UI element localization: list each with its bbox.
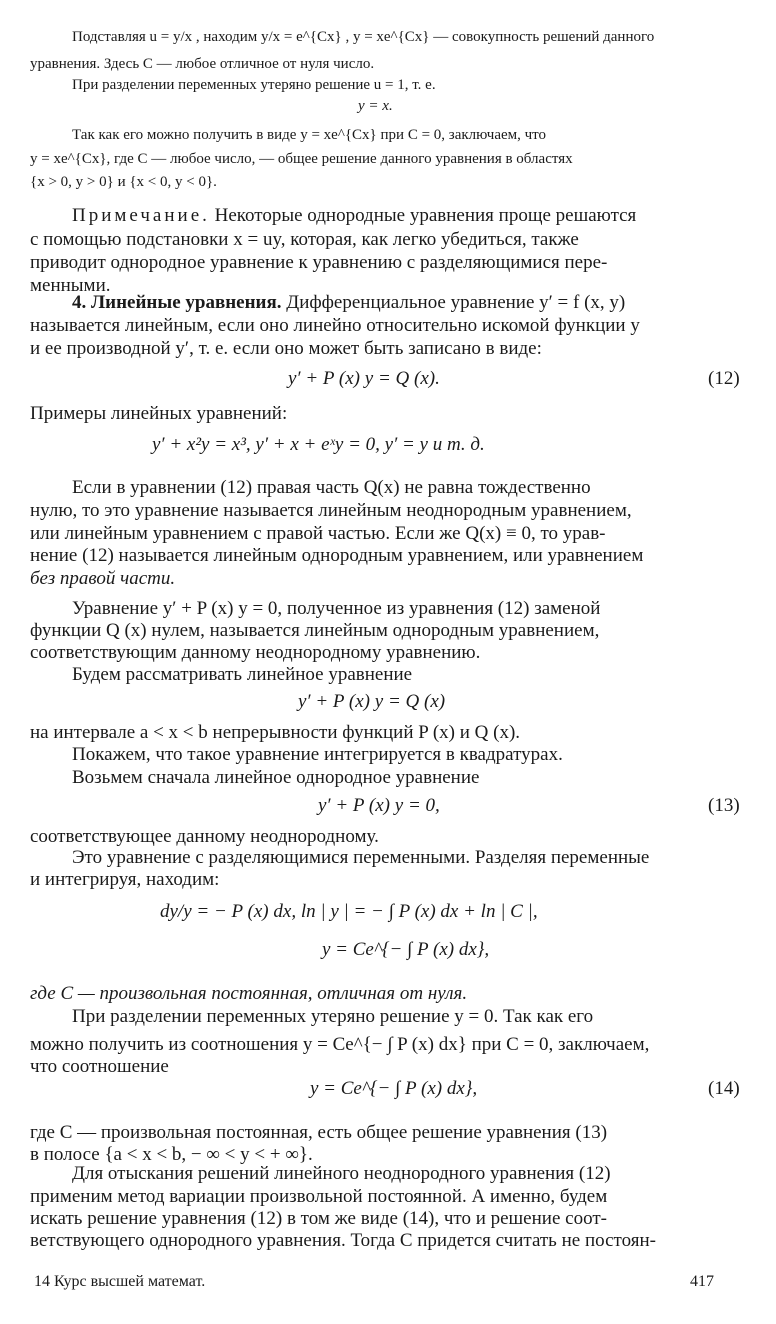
text-line: Если в уравнении (12) правая часть Q(x) не равна тождественно [72, 477, 591, 498]
text-line: без правой части. [30, 568, 176, 589]
text-line: с помощью подстановки x = uy, которая, как легко убедиться, также [30, 229, 579, 250]
text-line: что соотношение [30, 1056, 169, 1077]
text-line: {x > 0, y > 0} и {x < 0, y < 0}. [30, 174, 217, 190]
text-line: Так как его можно получить в виде y = xe^{Cx} при C = 0, заключаем, что [72, 127, 547, 143]
equation-13: y′ + P (x) y = 0, [318, 795, 440, 816]
text-line: приводит однородное уравнение к уравнению с разделяющимися пере- [30, 252, 608, 273]
text-line: ветствующего однородного уравнения. Тогда C придется считать не постоян- [30, 1230, 656, 1251]
text-line: Возьмем сначала линейное однородное уравнение [72, 767, 480, 788]
text-line: где C — произвольная постоянная, отличная от нуля. [30, 983, 468, 1004]
text-line: При разделении переменных утеряно решение u = 1, т. е. [72, 77, 436, 93]
text-line: Покажем, что такое уравнение интегрируется в квадратурах. [72, 744, 563, 765]
section-text: Дифференциальное уравнение y′ = f (x, y) [286, 292, 626, 313]
text-line: соответствующим данному неоднородному уравнению. [30, 642, 481, 663]
text-line: или линейным уравнением с правой частью. Если же Q(x) ≡ 0, то урав- [30, 523, 606, 544]
note-line [72, 206, 636, 225]
text-line: Это уравнение с разделяющимися переменными. Разделяя переменные [72, 847, 650, 868]
text-line: на интервале a < x < b непрерывности функций P (x) и Q (x). [30, 722, 521, 743]
text-line: и интегрируя, находим: [30, 869, 220, 890]
text-line: где C — произвольная постоянная, есть общее решение уравнения (13) [30, 1122, 608, 1143]
equation-examples: y′ + x²y = x³, y′ + x + eˣy = 0, y′ = y и т. д. [152, 434, 485, 455]
text-line: и ее производной y′, т. е. если оно может быть записано в виде: [30, 338, 542, 359]
text-line: искать решение уравнения (12) в том же виде (14), что и решение соот- [30, 1208, 607, 1229]
equation-14: y = Ce^{− ∫ P (x) dx}, [310, 1078, 478, 1099]
text-line: менными. [30, 275, 111, 296]
equation: dy/y = − P (x) dx, ln | y | = − ∫ P (x) dx + ln | C |, [160, 901, 538, 922]
note-text: Некоторые однородные уравнения проще решаются [214, 205, 637, 226]
text-line: уравнения. Здесь C — любое отличное от нуля число. [30, 56, 375, 72]
equation: y′ + P (x) y = Q (x) [298, 691, 446, 712]
note-label: Примечание. [72, 205, 210, 226]
text-line: соответствующее данному неоднородному. [30, 826, 379, 847]
equation-number: (14) [708, 1078, 740, 1099]
text-line: Уравнение y′ + P (x) y = 0, полученное из уравнения (12) заменой [72, 598, 601, 619]
page-number: 417 [690, 1273, 714, 1290]
text-line: Будем рассматривать линейное уравнение [72, 664, 413, 685]
text-line: Подставляя u = y/x , находим y/x = e^{Cx} , y = xe^{Cx} — совокупность решений данного [72, 29, 655, 45]
section-heading: 4. Линейные уравнения. [72, 292, 282, 313]
text-line: нение (12) называется линейным однородным уравнением, или уравнением [30, 545, 644, 566]
text-line: в полосе {a < x < b, − ∞ < y < + ∞}. [30, 1144, 313, 1165]
text-line: называется линейным, если оно линейно относительно искомой функции y [30, 315, 640, 336]
section-line [72, 293, 625, 312]
text-line: можно получить из соотношения y = Ce^{− ∫ P (x) dx} при C = 0, заключаем, [30, 1034, 650, 1055]
text-line: применим метод вариации произвольной постоянной. А именно, будем [30, 1186, 608, 1207]
text-line: При разделении переменных утеряно решение y = 0. Так как его [72, 1006, 594, 1027]
text-line: функции Q (x) нулем, называется линейным однородным уравнением, [30, 620, 600, 641]
text-line: y = xe^{Cx}, где C — любое число, — общее решение данного уравнения в областях [30, 151, 573, 167]
text-line: Для отыскания решений линейного неоднородного уравнения (12) [72, 1163, 611, 1184]
text-line: нулю, то это уравнение называется линейным неоднородным уравнением, [30, 500, 632, 521]
equation-number: (13) [708, 795, 740, 816]
equation: y = x. [358, 98, 393, 114]
equation-12: y′ + P (x) y = Q (x). [288, 368, 440, 389]
equation-number: (12) [708, 368, 740, 389]
text-line: Примеры линейных уравнений: [30, 403, 288, 424]
equation: y = Ce^{− ∫ P (x) dx}, [322, 939, 490, 960]
signature-mark: 14 Курс высшей математ. [34, 1273, 206, 1290]
